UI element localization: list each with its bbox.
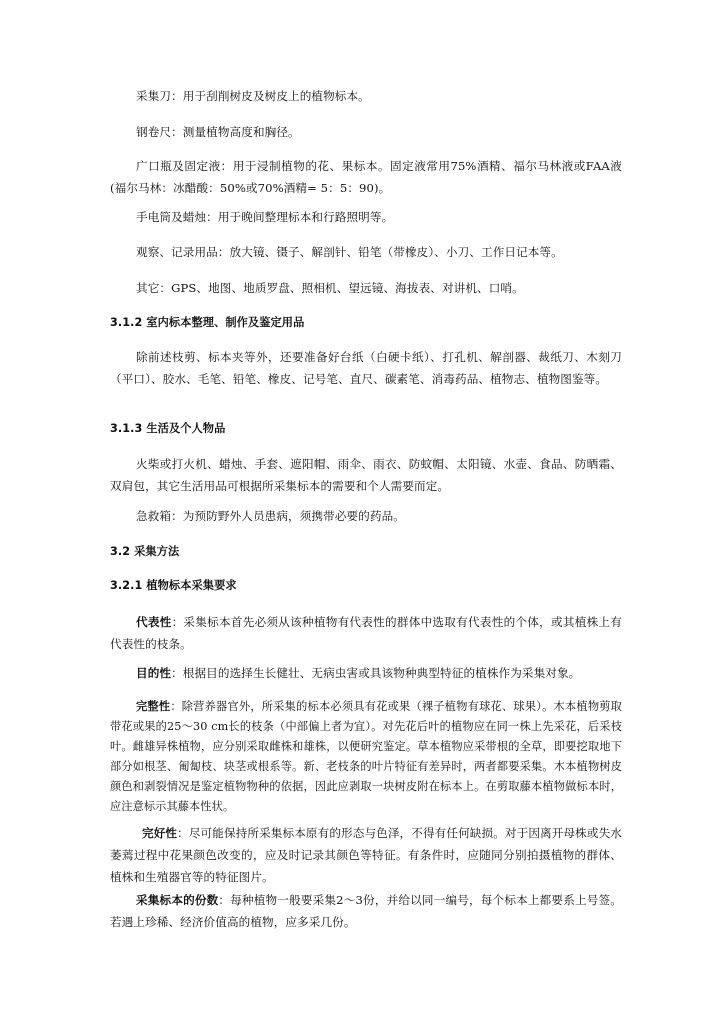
paragraph-text: ：除营养器官外，所采集的标本必须具有花或果（裸子植物有球花、球果）。木本植物剪取带花或果的25～30 cm长的枝条（中部偏上者为宜）。对先花后叶的植物应在同一株上先采花，后采枝叶。雌雄异株植物，应分别采取雌株和雄株，以便研究鉴定。草本植物应采带根的全草，即要挖取地下部分如根茎、匍匐枝、块茎或根系等。新、老枝条的叶片特征有差异时，两者都要采集。木本植物树皮颜色和剥裂情况是鉴定植物物种的依据，因此应剥取一块树皮附在标本上。在剪取藤本植物做标本时，应注意标示其藤本性状。 [110,700,622,813]
heading-text: 3.1.2 室内标本整理、制作及鉴定用品 [110,316,305,329]
paragraph-text: ：采集标本首先必须从该种植物有代表性的群体中选取有代表性的个体，或其植株上有代表性的枝条。 [110,615,622,651]
paragraph-text: 除前述枝剪、标本夹等外，还要准备好台纸（白硬卡纸）、打孔机、解剖器、裁纸刀、木刻刀（平口）、胶水、毛笔、铅笔、橡皮、记号笔、直尺、碳素笔、消毒药品、植物志、植物图鉴等。 [110,350,622,386]
paragraph-text: 钢卷尺：测量植物高度和胸径。 [136,125,300,139]
paragraph-intactness [110,822,622,888]
paragraph-purposefulness [110,662,622,684]
paragraph-completeness [110,697,622,817]
paragraph-indoor-supplies [110,346,622,390]
heading-text: 3.1.3 生活及个人物品 [110,422,226,435]
term-label: 目的性 [136,666,172,680]
section-heading-3-2 [110,541,622,563]
term-label: 完整性 [136,700,171,713]
heading-text: 3.2.1 植物标本采集要求 [110,579,237,592]
term-label: 采集标本的份数 [136,893,219,907]
paragraph-text: 广口瓶及固定液：用于浸制植物的花、果标本。固定液常用75%酒精、福尔马林液或FAA液(福尔马林：冰醋酸：50%或70%酒精= 5：5：90)。 [110,159,622,195]
paragraph-others [110,277,622,299]
paragraph-flashlight [110,206,622,228]
paragraph-text: ：每种植物一般要采集2～3份，并给以同一编号，每个标本上都要系上号签。若遇上珍稀、经济价值高的植物，应多采几份。 [110,893,622,929]
paragraph-first-aid [110,505,622,527]
paragraph-jar-fixative [110,155,622,199]
paragraph-text: ：根据目的选择生长健壮、无病虫害或具该物种典型特征的植株作为采集对象。 [171,666,581,680]
paragraph-specimen-copies [110,889,622,933]
term-label: 完好性 [142,826,178,840]
section-heading-3-1-2 [110,312,622,334]
term-label: 代表性 [136,615,172,629]
section-heading-3-1-3 [110,418,622,440]
paragraph-text: 急救箱：为预防野外人员患病，须携带必要的药品。 [136,509,405,523]
paragraph-representativeness [110,611,622,655]
paragraph-observation-tools [110,241,622,263]
paragraph-text: 其它：GPS、地图、地质罗盘、照相机、望远镜、海拔表、对讲机、口哨。 [136,281,524,295]
paragraph-text: 观察、记录用品：放大镜、镊子、解剖针、铅笔（带橡皮）、小刀、工作日记本等。 [136,245,563,259]
section-heading-3-2-1 [110,575,622,597]
heading-text: 3.2 采集方法 [110,545,180,558]
paragraph-text: 采集刀：用于刮削树皮及树皮上的植物标本。 [136,89,370,103]
paragraph-collecting-knife [110,85,622,107]
paragraph-tape-measure [110,121,622,143]
paragraph-text: 火柴或打火机、蜡烛、手套、遮阳帽、雨伞、雨衣、防蚊帽、太阳镜、水壶、食品、防晒霜、双肩包，其它生活用品可根据所采集标本的需要和个人需要而定。 [110,457,622,493]
paragraph-text: 手电筒及蜡烛：用于晚间整理标本和行路照明等。 [136,210,394,224]
paragraph-personal-items [110,453,622,497]
paragraph-text: ：尽可能保持所采集标本原有的形态与色泽，不得有任何缺损。对于因离开母株或失水萎蔫过程中花果颜色改变的，应及时记录其颜色等特征。有条件时，应随同分别拍摄植物的群体、植株和生殖器官等的特征图片。 [110,826,622,884]
